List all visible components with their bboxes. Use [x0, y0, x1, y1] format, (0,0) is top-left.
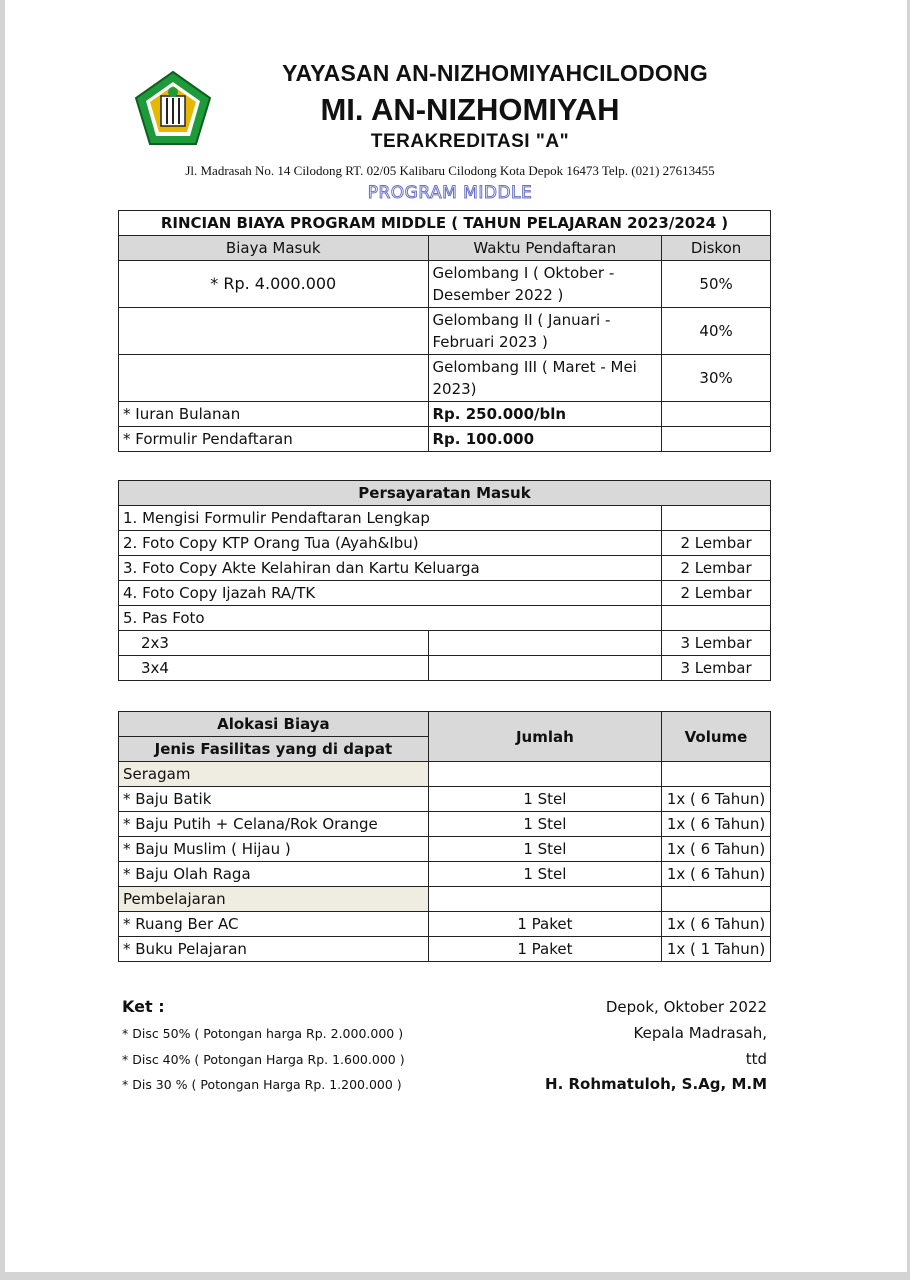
- signature-place-date: Depok, Oktober 2022: [605, 998, 767, 1016]
- facility-amount: 1 Stel: [428, 837, 661, 862]
- empty-cell: [662, 427, 771, 452]
- empty-cell: [428, 762, 661, 787]
- group-label: Pembelajaran: [119, 887, 429, 912]
- fees-title: RINCIAN BIAYA PROGRAM MIDDLE ( TAHUN PELAJARAN 2023/2024 ): [119, 211, 771, 236]
- facility-name: * Ruang Ber AC: [119, 912, 429, 937]
- empty-cell: [428, 887, 661, 912]
- form-fee-label: * Formulir Pendaftaran: [119, 427, 429, 452]
- signatory-name: H. Rohmatuloh, S.Ag, M.M: [545, 1075, 767, 1093]
- facility-volume: 1x ( 6 Tahun): [662, 862, 771, 887]
- facility-amount: 1 Paket: [428, 912, 661, 937]
- empty-cell: [119, 308, 429, 355]
- requirement-item: 3. Foto Copy Akte Kelahiran dan Kartu Keluarga: [119, 556, 662, 581]
- school-address: Jl. Madrasah No. 14 Cilodong RT. 02/05 Kalibaru Cilodong Kota Depok 16473 Telp. (021) 27613455: [185, 163, 715, 178]
- signature-mark: ttd: [745, 1050, 767, 1068]
- monthly-fee-value: Rp. 250.000/bln: [428, 402, 662, 427]
- col-registration-period: Waktu Pendaftaran: [428, 236, 662, 261]
- requirement-qty: 2 Lembar: [662, 531, 771, 556]
- wave-period: Gelombang II ( Januari - Februari 2023 ): [428, 308, 662, 355]
- col-discount: Diskon: [662, 236, 771, 261]
- empty-cell: [662, 402, 771, 427]
- facility-amount: 1 Paket: [428, 937, 661, 962]
- accreditation: TERAKREDITASI "A": [370, 131, 570, 152]
- wave-discount: 40%: [662, 308, 771, 355]
- requirement-item: 5. Pas Foto: [119, 606, 662, 631]
- notes-label: Ket :: [122, 997, 165, 1016]
- facility-name: * Baju Putih + Celana/Rok Orange: [119, 812, 429, 837]
- facility-name: * Buku Pelajaran: [119, 937, 429, 962]
- facility-volume: 1x ( 1 Tahun): [662, 937, 771, 962]
- entry-fee-value: * Rp. 4.000.000: [119, 261, 429, 308]
- col-amount: Jumlah: [428, 712, 661, 762]
- empty-cell: [662, 887, 771, 912]
- program-title: PROGRAM MIDDLE: [367, 183, 533, 203]
- facility-name: * Baju Olah Raga: [119, 862, 429, 887]
- signature-position: Kepala Madrasah,: [633, 1024, 767, 1042]
- facility-amount: 1 Stel: [428, 862, 661, 887]
- school-name: MI. AN-NIZHOMIYAH: [320, 92, 620, 127]
- foundation-name: YAYASAN AN-NIZHOMIYAHCILODONG: [282, 60, 708, 86]
- form-fee-value: Rp. 100.000: [428, 427, 662, 452]
- col-entry-fee: Biaya Masuk: [119, 236, 429, 261]
- wave-period: Gelombang I ( Oktober - Desember 2022 ): [428, 261, 662, 308]
- monthly-fee-label: * Iuran Bulanan: [119, 402, 429, 427]
- facility-amount: 1 Stel: [428, 812, 661, 837]
- allocation-subtitle: Jenis Fasilitas yang di dapat: [119, 737, 429, 762]
- requirement-item: 1. Mengisi Formulir Pendaftaran Lengkap: [119, 506, 662, 531]
- allocation-title: Alokasi Biaya: [119, 712, 429, 737]
- requirements-table: [118, 480, 771, 681]
- facility-volume: 1x ( 6 Tahun): [662, 912, 771, 937]
- empty-cell: [428, 631, 662, 656]
- requirement-qty: [662, 606, 771, 631]
- requirement-qty: 2 Lembar: [662, 581, 771, 606]
- facility-volume: 1x ( 6 Tahun): [662, 812, 771, 837]
- document-page: [5, 0, 907, 1272]
- allocation-table: [118, 711, 771, 962]
- requirement-qty: [662, 506, 771, 531]
- note-line: * Disc 50% ( Potongan harga Rp. 2.000.000 ): [122, 1026, 404, 1041]
- requirement-item: 2. Foto Copy KTP Orang Tua (Ayah&Ibu): [119, 531, 662, 556]
- photo-qty: 3 Lembar: [662, 631, 771, 656]
- photo-size: 3x4: [119, 656, 429, 681]
- note-line: * Disc 40% ( Potongan Harga Rp. 1.600.000 ): [122, 1052, 405, 1067]
- requirement-item: 4. Foto Copy Ijazah RA/TK: [119, 581, 662, 606]
- wave-discount: 50%: [662, 261, 771, 308]
- photo-size: 2x3: [119, 631, 429, 656]
- empty-cell: [119, 355, 429, 402]
- requirements-title: Persayaratan Masuk: [119, 481, 771, 506]
- requirement-qty: 2 Lembar: [662, 556, 771, 581]
- facility-volume: 1x ( 6 Tahun): [662, 787, 771, 812]
- wave-period: Gelombang III ( Maret - Mei 2023): [428, 355, 662, 402]
- facility-name: * Baju Muslim ( Hijau ): [119, 837, 429, 862]
- empty-cell: [662, 762, 771, 787]
- facility-amount: 1 Stel: [428, 787, 661, 812]
- note-line: * Dis 30 % ( Potongan Harga Rp. 1.200.000 ): [122, 1077, 402, 1092]
- photo-qty: 3 Lembar: [662, 656, 771, 681]
- empty-cell: [428, 656, 662, 681]
- facility-volume: 1x ( 6 Tahun): [662, 837, 771, 862]
- wave-discount: 30%: [662, 355, 771, 402]
- group-label: Seragam: [119, 762, 429, 787]
- col-volume: Volume: [662, 712, 771, 762]
- fees-table: [118, 210, 771, 452]
- facility-name: * Baju Batik: [119, 787, 429, 812]
